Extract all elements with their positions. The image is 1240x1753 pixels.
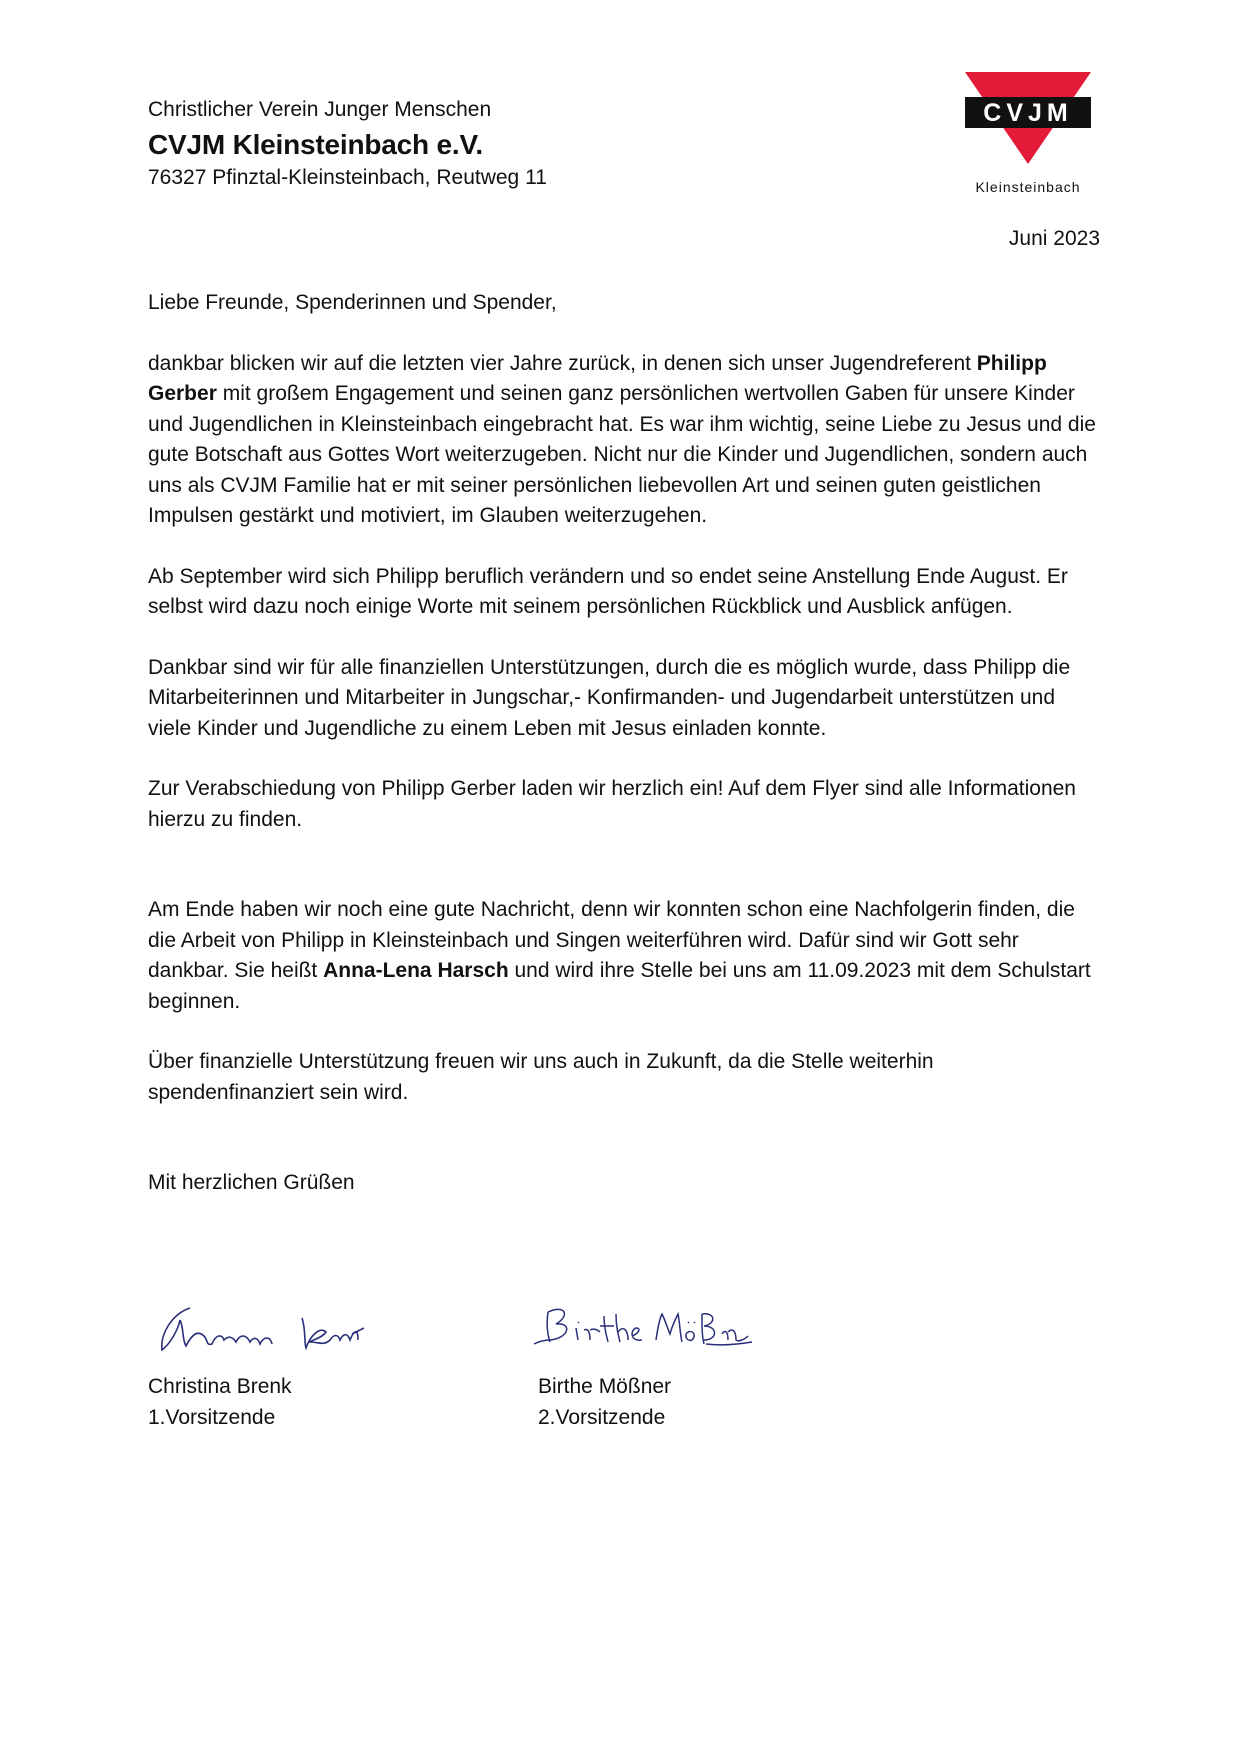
salutation: Liebe Freunde, Spenderinnen und Spender, xyxy=(148,291,557,314)
signer-role: 2.Vorsitzende xyxy=(538,1405,666,1429)
paragraph-5: Am Ende haben wir noch eine gute Nachricht, denn wir konnten schon eine Nachfolgerin finden, die die Arbeit von Philipp in Kleinsteinbach und Singen weiterführen wird. Dafür sind wir Gott sehr dankbar. Sie heißt Anna-Lena Harsch und wird ihre Stelle bei uns am 11.09.2023 mit dem Schulstart beginnen. xyxy=(148,898,1091,1013)
letter-body xyxy=(148,288,1100,1199)
paragraph-6: Über finanzielle Unterstützung freuen wir uns auch in Zukunft, da die Stelle weiterhin spendenfinanziert sein wird. xyxy=(148,1050,934,1104)
letter-date: Juni 2023 xyxy=(1008,227,1100,250)
signer-role: 1.Vorsitzende xyxy=(148,1405,276,1429)
signer-1 xyxy=(148,1372,468,1433)
org-address: 76327 Pfinztal-Kleinsteinbach, Reutweg 11 xyxy=(148,165,547,189)
signature-row xyxy=(148,1300,948,1360)
signer-name: Christina Brenk xyxy=(148,1375,292,1398)
org-subtitle: Christlicher Verein Junger Menschen xyxy=(148,98,492,121)
paragraph-1: dankbar blicken wir auf die letzten vier Jahre zurück, in denen sich unser Jugendreferent Philipp Gerber mit großem Engagement und seinen ganz persönlichen wertvollen Gaben für unsere Kinder und Jugendlichen in Kleinsteinbach eingebracht hat. Es war ihm wichtig, seine Liebe zu Jesus und die gute Botschaft aus Gottes Wort weiterzugeben. Nicht nur die Kinder und Jugendlichen, sondern auch uns als CVJM Familie hat er mit seiner persönlichen liebevollen Art und seinen guten geistlichen Impulsen gestärkt und motiviert, im Glauben weiterzugehen. xyxy=(148,351,1096,527)
highlight-name: Philipp Gerber xyxy=(148,351,1047,405)
paragraph-4: Zur Verabschiedung von Philipp Gerber laden wir herzlich ein! Auf dem Flyer sind alle Informationen hierzu zu finden. xyxy=(148,777,1076,831)
paragraph-3: Dankbar sind wir für alle finanziellen Unterstützungen, durch die es möglich wurde, dass Philipp die Mitarbeiterinnen und Mitarbeiter in Jungschar,- Konfirmanden- und Jugendarbeit unterstützen und viele Kinder und Jugendliche zu einem Leben mit Jesus einladen konnte. xyxy=(148,655,1071,740)
cvjm-logo xyxy=(965,72,1091,197)
paragraph-2: Ab September wird sich Philipp beruflich verändern und so endet seine Anstellung Ende August. Er selbst wird dazu noch einige Worte mit seinem persönlichen Rückblick und Ausblick anfügen. xyxy=(148,564,1068,618)
logo-text: CVJM xyxy=(983,99,1073,127)
org-name: CVJM Kleinsteinbach e.V. xyxy=(148,128,483,160)
sender-block xyxy=(148,94,547,194)
signer-2 xyxy=(538,1372,858,1433)
highlight-name: Anna-Lena Harsch xyxy=(323,959,509,982)
closing: Mit herzlichen Grüßen xyxy=(148,1171,355,1194)
signature-birthe-moessner xyxy=(526,1300,756,1360)
logo-subtext: Kleinsteinbach xyxy=(975,179,1081,195)
signature-christina-brenk xyxy=(152,1300,372,1360)
signer-name: Birthe Mößner xyxy=(538,1375,672,1398)
